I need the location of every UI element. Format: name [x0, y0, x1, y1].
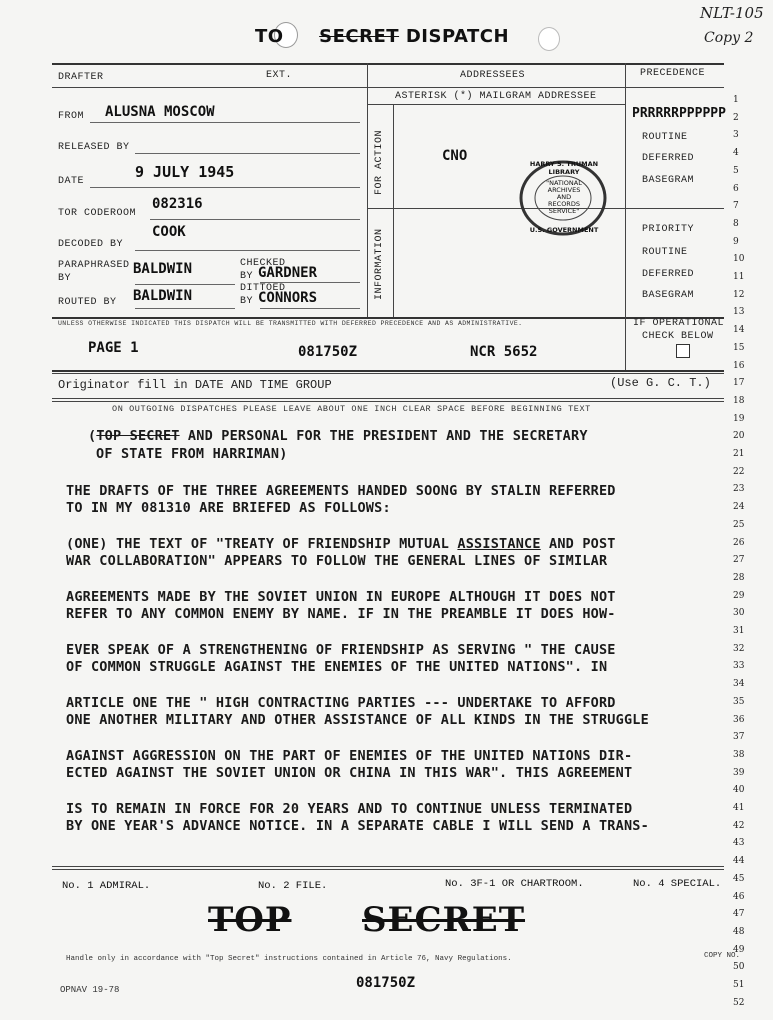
action-addressee: CNO [442, 148, 468, 164]
operational-checkbox[interactable] [676, 344, 690, 358]
line-number: 40 [733, 785, 745, 796]
line-number: 17 [733, 378, 745, 389]
line-number: 41 [733, 803, 745, 813]
line-number: 35 [733, 696, 745, 707]
tor-value: 082316 [152, 196, 203, 212]
line-number: 43 [733, 838, 745, 849]
big-secret: SECRET [362, 900, 526, 940]
stamp-bottom: U.S. GOVERNMENT [529, 226, 599, 234]
body-line-14: ECTED AGAINST THE SOVIET UNION OR CHINA IN THIS WAR". THIS AGREEMENT [66, 765, 633, 781]
line-number: 11 [733, 272, 745, 282]
body-line-7: AGREEMENTS MADE BY THE SOVIET UNION IN EUROPE ALTHOUGH IT DOES NOT [66, 589, 616, 605]
copy-1: No. 1 ADMIRAL. [62, 880, 151, 892]
line-number: 27 [733, 555, 745, 566]
line-number: 22 [733, 466, 745, 477]
line-number: 21 [733, 449, 745, 459]
dtg-bottom: 081750Z [356, 975, 416, 991]
stamp-outer: HARRY S. TRUMAN LIBRARY [529, 160, 599, 176]
precedence-typed: PRRRRRPPPPPP [632, 106, 726, 121]
decoded-value: COOK [152, 224, 186, 240]
line-number: 44 [733, 856, 745, 867]
outgoing-note: ON OUTGOING DISPATCHES PLEASE LEAVE ABOUT ONE INCH CLEAR SPACE BEFORE BEGINNING TEXT [112, 404, 591, 414]
from-label: FROM [58, 111, 85, 122]
line-number: 45 [733, 873, 745, 884]
info-deferred: DEFERRED [642, 269, 695, 280]
body-line-5-a: (ONE) THE TEXT OF "TREATY OF FRIENDSHIP MUTUAL [66, 536, 458, 552]
date-value: 9 JULY 1945 [135, 163, 235, 181]
line-number: 46 [733, 891, 745, 902]
line-number: 25 [733, 519, 745, 530]
precedence-label: PRECEDENCE [640, 68, 706, 79]
check-below-label: CHECK BELOW [642, 331, 714, 342]
line-number: 30 [733, 608, 745, 619]
line-number: 13 [733, 307, 745, 318]
line-number: 3 [733, 130, 739, 141]
body-line-9: EVER SPEAK OF A STRENGTHENING OF FRIENDSHIP AS SERVING " THE CAUSE [66, 642, 616, 658]
big-top: TOP [208, 900, 292, 940]
copy-no-label: COPY NO. [704, 952, 741, 960]
line-number: 37 [733, 732, 745, 743]
line-number: 10 [733, 254, 745, 265]
copy-4: No. 4 SPECIAL. [633, 878, 722, 890]
line-number: 28 [733, 572, 745, 583]
dittoed-label: DITTOED [240, 283, 286, 294]
info-priority: PRIORITY [642, 224, 695, 235]
body-line-3: THE DRAFTS OF THE THREE AGREEMENTS HANDED SOONG BY STALIN REFERRED [66, 483, 616, 499]
line-number: 49 [733, 944, 745, 955]
body-line-16: BY ONE YEAR'S ADVANCE NOTICE. IN A SEPARATE CABLE I WILL SEND A TRANS- [66, 818, 649, 834]
line-number: 48 [733, 926, 745, 937]
line-number: 16 [733, 360, 745, 371]
checked-label: CHECKED [240, 258, 286, 269]
checked-by-label: BY [240, 271, 254, 282]
paraphrased-label: PARAPHRASED [58, 260, 130, 271]
stamp-inner-3: RECORDS [548, 200, 580, 208]
line-number: 15 [733, 342, 745, 353]
ext-label: EXT. [266, 70, 293, 81]
title-prefix: TO [255, 26, 284, 47]
line-number: 42 [733, 820, 745, 831]
released-label: RELEASED BY [58, 142, 130, 153]
body-line-2: OF STATE FROM HARRIMAN) [96, 446, 288, 462]
body-line-5-underlined: ASSISTANCE [457, 536, 541, 552]
dittoed-by-label: BY [240, 296, 254, 307]
asterisk-label: ASTERISK (*) MAILGRAM ADDRESSEE [395, 91, 597, 102]
line-number: 34 [733, 679, 745, 690]
prec-routine: ROUTINE [642, 132, 688, 143]
form-number: OPNAV 19-78 [60, 985, 120, 995]
line-number: 6 [733, 183, 739, 194]
drafter-label: DRAFTER [58, 72, 104, 83]
line-number: 26 [733, 537, 745, 548]
line-number: 14 [733, 325, 745, 336]
dispatch-title [255, 26, 509, 47]
line-number: 5 [733, 165, 739, 176]
tor-label: TOR CODEROOM [58, 208, 137, 219]
body-line-11: ARTICLE ONE THE " HIGH CONTRACTING PARTIES --- UNDERTAKE TO AFFORD [66, 695, 616, 711]
doc-ref: NLT-105 [700, 4, 764, 22]
gct-note: (Use G. C. T.) [610, 376, 711, 390]
line-number: 12 [733, 289, 745, 300]
info-basegram: BASEGRAM [642, 290, 695, 301]
line-number: 47 [733, 909, 745, 920]
punch-hole [538, 27, 560, 51]
body-line-8: REFER TO ANY COMMON ENEMY BY NAME. IF IN THE PREAMBLE IT DOES HOW- [66, 606, 616, 622]
operational-label: IF OPERATIONAL [633, 318, 725, 329]
body-line-5-b: AND POST [540, 536, 616, 552]
line-number: 8 [733, 218, 739, 229]
copy-3: No. 3F-1 OR CHARTROOM. [445, 878, 584, 890]
body-line-10: OF COMMON STRUGGLE AGAINST THE ENEMIES OF THE UNITED NATIONS". IN [66, 659, 608, 675]
stamp-inner-2: ARCHIVES AND [547, 186, 581, 201]
body-line-6: WAR COLLABORATION" APPEARS TO FOLLOW THE GENERAL LINES OF SIMILAR [66, 553, 608, 569]
stamp-inner-4: SERVICE" [548, 207, 580, 215]
line-number: 4 [733, 148, 739, 159]
body-line-13: AGAINST AGGRESSION ON THE PART OF ENEMIES OF THE UNITED NATIONS DIR- [66, 748, 633, 764]
date-label: DATE [58, 176, 85, 187]
line-number: 24 [733, 502, 745, 513]
line-number: 38 [733, 749, 745, 760]
line-number: 1 [733, 95, 739, 105]
body-line-5 [66, 536, 616, 552]
for-action-label: FOR ACTION [374, 129, 385, 195]
body-line-15: IS TO REMAIN IN FORCE FOR 20 YEARS AND TO CONTINUE UNLESS TERMINATED [66, 801, 633, 817]
line-number: 2 [733, 112, 739, 123]
dtg-value: 081750Z [298, 344, 358, 360]
prec-deferred: DEFERRED [642, 153, 695, 164]
body-line-12: ONE ANOTHER MILITARY AND OTHER ASSISTANCE OF ALL KINDS IN THE STRUGGLE [66, 712, 649, 728]
routed-value: BALDWIN [133, 288, 193, 304]
from-value: ALUSNA MOSCOW [105, 104, 215, 120]
checked-value: GARDNER [258, 265, 318, 281]
line-number: 50 [733, 962, 745, 973]
line-number: 31 [733, 626, 745, 636]
addressees-label: ADDRESSEES [460, 70, 526, 81]
line-number: 51 [733, 980, 745, 990]
line-number: 36 [733, 714, 745, 725]
dittoed-value: CONNORS [258, 290, 318, 306]
body-line-1 [88, 428, 588, 444]
title-suffix: DISPATCH [405, 26, 510, 47]
body-line-1-rest: AND PERSONAL FOR THE PRESIDENT AND THE SECRETARY [179, 428, 588, 444]
body-line-4: TO IN MY 081310 ARE BRIEFED AS FOLLOWS: [66, 500, 391, 516]
line-number: 33 [733, 661, 745, 672]
line-number: 23 [733, 484, 745, 495]
line-number: 29 [733, 590, 745, 601]
line-number: 9 [733, 236, 739, 247]
struck-top-secret: TOP SECRET [96, 428, 180, 444]
archives-stamp [517, 158, 609, 238]
stamp-inner-1: "NATIONAL [546, 179, 582, 187]
ncr-value: NCR 5652 [470, 344, 538, 360]
routed-label: ROUTED BY [58, 297, 117, 308]
line-number: 19 [733, 413, 745, 424]
line-number: 20 [733, 431, 745, 442]
info-routine: ROUTINE [642, 247, 688, 258]
body-open-paren: ( [88, 428, 97, 444]
prec-basegram: BASEGRAM [642, 175, 695, 186]
paraphrased-value: BALDWIN [133, 261, 193, 277]
paraphrased-by-label: BY [58, 273, 72, 284]
copy-2: No. 2 FILE. [258, 880, 328, 892]
originator-note: Originator fill in DATE AND TIME GROUP [58, 378, 332, 392]
transmit-notice: UNLESS OTHERWISE INDICATED THIS DISPATCH WILL BE TRANSMITTED WITH DEFERRED PRECEDENCE AND AS ADMINISTRATIVE. [58, 320, 523, 327]
line-number: 7 [733, 201, 739, 212]
information-label: INFORMATION [374, 228, 385, 300]
line-number: 52 [733, 997, 745, 1008]
title-struck: SECRET [319, 26, 400, 47]
line-number: 32 [733, 643, 745, 654]
line-number: 39 [733, 767, 745, 778]
line-number: 18 [733, 395, 745, 406]
decoded-label: DECODED BY [58, 239, 124, 250]
copy-note: Copy 2 [704, 30, 754, 46]
handling-note: Handle only in accordance with "Top Secret" instructions contained in Article 76, Navy Regulations. [66, 955, 512, 963]
page-value: PAGE 1 [88, 340, 139, 356]
